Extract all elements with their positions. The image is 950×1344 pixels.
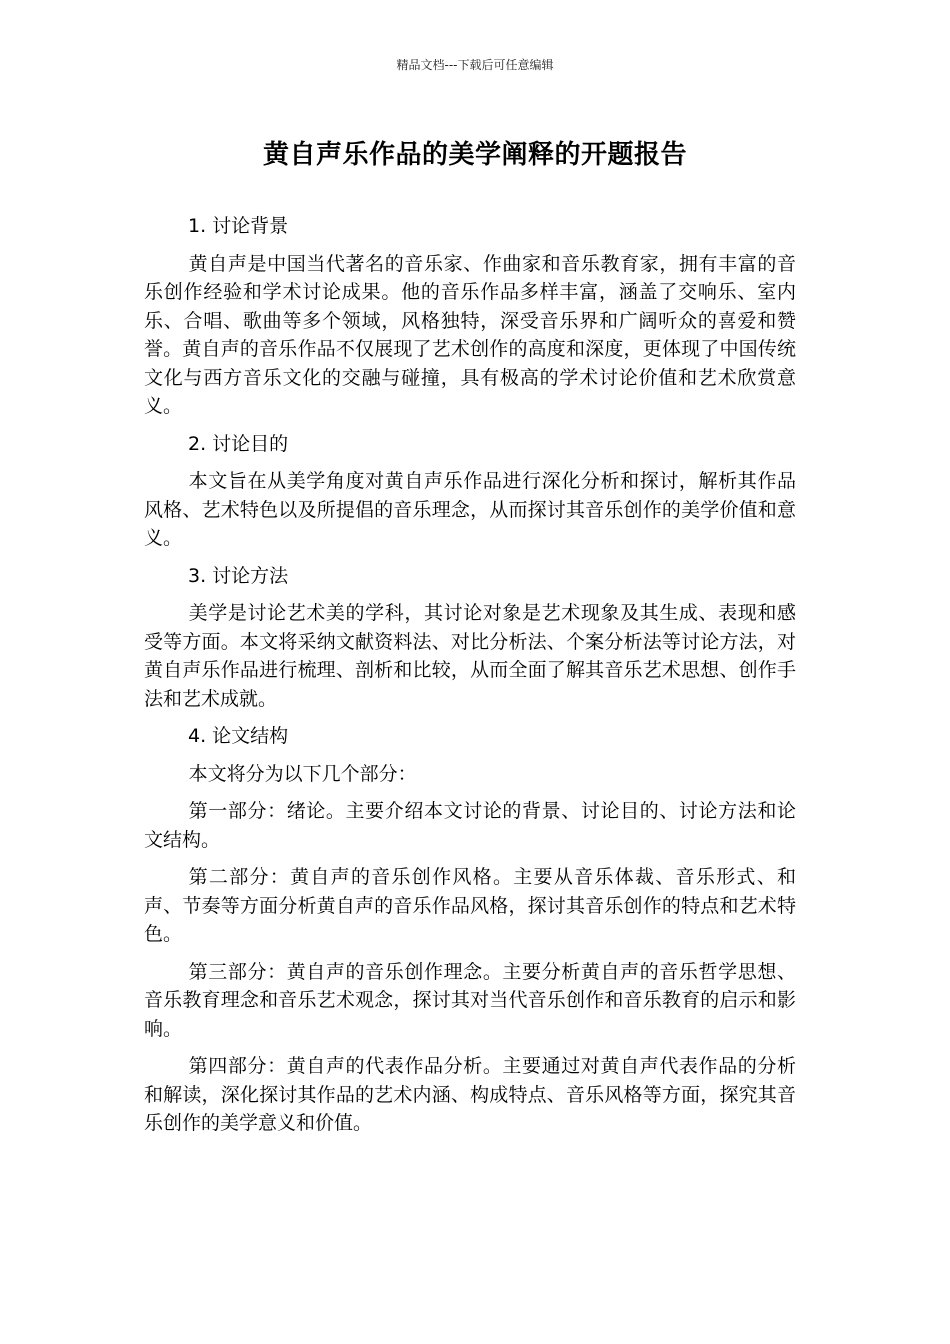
header-note: 精品文档---下载后可任意编辑 (396, 58, 554, 72)
section-heading-method: 3. 讨论方法 (188, 564, 289, 587)
paragraph-part-four: 第四部分：黄自声的代表作品分析。主要通过对黄自声代表作品的分析和解读，深化探讨其作品的艺术内涵、构成特点、音乐风格等方面，探究其音乐创作的美学意义和价值。 (144, 1055, 796, 1134)
section-heading-purpose: 2. 讨论目的 (188, 432, 289, 455)
paragraph-background: 黄自声是中国当代著名的音乐家、作曲家和音乐教育家，拥有丰富的音乐创作经验和学术讨论成果。他的音乐作品多样丰富，涵盖了交响乐、室内乐、合唱、歌曲等多个领域，风格独特，深受音乐界和广阔听众的喜爱和赞誉。黄自声的音乐作品不仅展现了艺术创作的高度和深度，更体现了中国传统文化与西方音乐文化的交融与碰撞，具有极高的学术讨论价值和艺术欣赏意义。 (144, 252, 796, 417)
paragraph-part-one: 第一部分：绪论。主要介绍本文讨论的背景、讨论目的、讨论方法和论文结构。 (144, 800, 796, 851)
paragraph-part-two: 第二部分：黄自声的音乐创作风格。主要从音乐体裁、音乐形式、和声、节奏等方面分析黄自声的音乐作品风格，探讨其音乐创作的特点和艺术特色。 (144, 866, 796, 945)
section-heading-structure: 4. 论文结构 (188, 725, 289, 747)
section-heading-background: 1. 讨论背景 (188, 215, 289, 237)
paragraph-purpose: 本文旨在从美学角度对黄自声乐作品进行深化分析和探讨，解析其作品风格、艺术特色以及所提倡的音乐理念，从而探讨其音乐创作的美学价值和意义。 (144, 470, 796, 549)
paragraph-structure-intro: 本文将分为以下几个部分： (188, 762, 417, 785)
document-title: 黄自声乐作品的美学阐释的开题报告 (262, 140, 687, 170)
paragraph-part-three: 第三部分：黄自声的音乐创作理念。主要分析黄自声的音乐哲学思想、音乐教育理念和音乐艺术观念，探讨其对当代音乐创作和音乐教育的启示和影响。 (144, 960, 796, 1040)
paragraph-method: 美学是讨论艺术美的学科，其讨论对象是艺术现象及其生成、表现和感受等方面。本文将采纳文献资料法、对比分析法、个案分析法等讨论方法，对黄自声乐作品进行梳理、剖析和比较，从而全面了解其音乐艺术思想、创作手法和艺术成就。 (144, 602, 796, 710)
document-body (144, 212, 796, 1147)
